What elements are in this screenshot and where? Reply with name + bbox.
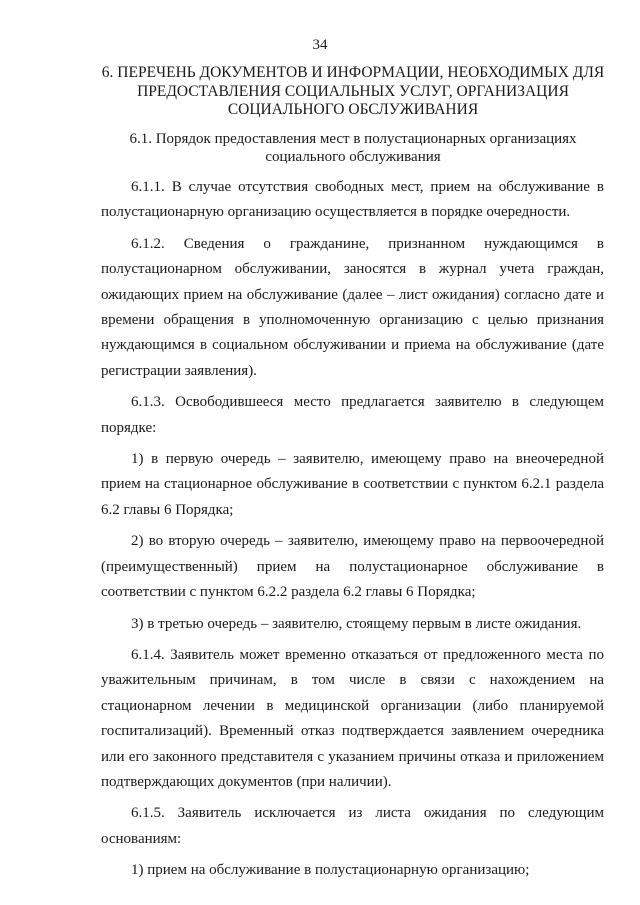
subsection-title: 6.1. Порядок предоставления мест в полустационарных организациях социального обслуживания	[129, 131, 577, 165]
list-item-3: 3) в третью очередь – заявителю, стоящему первым в листе ожидания.	[131, 615, 582, 632]
paragraph-6-1-2: 6.1.2. Сведения о гражданине, признанном нуждающимся в полустационарном обслуживании, заносятся в журнал учета граждан, ожидающих прием на обслуживание (далее – лист ожидания) согласно дате и времени обращения в уполномоченную организацию с целью признания нуждающимся в социальном обслуживании и приема на обслуживание (дате регистрации заявления).	[101, 235, 604, 379]
list-item-1: 1) в первую очередь – заявителю, имеющему право на внеочередной прием на стационарное обслуживание в соответствии с пунктом 6.2.1 раздела 6.2 главы 6 Порядка;	[101, 451, 604, 518]
paragraph-6-1-1: 6.1.1. В случае отсутствия свободных мест, прием на обслуживание в полустационарную организацию осуществляется в порядке очередности.	[101, 179, 604, 221]
paragraph-6-1-4: 6.1.4. Заявитель может временно отказаться от предложенного места по уважительным причинам, в том числе в связи с нахождением на стационарном лечении в медицинской организации (либо планируемой госпитализаций). Временный отказ подтверждается заявлением очередника или его законного представителя с указанием причины отказа и приложением подтверждающих документов (при наличии).	[101, 646, 604, 790]
document-body	[101, 175, 604, 890]
paragraph-6-1-5: 6.1.5. Заявитель исключается из листа ожидания по следующим основаниям:	[101, 805, 604, 847]
list-item-2: 2) во вторую очередь – заявителю, имеющему право на первоочередной (преимущественный) прием на полустационарное обслуживание в соответствии с пунктом 6.2.2 раздела 6.2 главы 6 Порядка;	[101, 533, 604, 601]
page-number: 34	[312, 37, 328, 53]
section-title: 6. ПЕРЕЧЕНЬ ДОКУМЕНТОВ И ИНФОРМАЦИИ, НЕОБХОДИМЫХ ДЛЯ ПРЕДОСТАВЛЕНИЯ СОЦИАЛЬНЫХ УСЛУГ, ОРГАНИЗАЦИЯ СОЦИАЛЬНОГО ОБСЛУЖИВАНИЯ	[101, 64, 605, 118]
paragraph-6-1-3: 6.1.3. Освободившееся место предлагается заявителю в следующем порядке:	[101, 394, 604, 436]
list-item-exclusion-1: 1) прием на обслуживание в полустационарную организацию;	[131, 862, 530, 879]
